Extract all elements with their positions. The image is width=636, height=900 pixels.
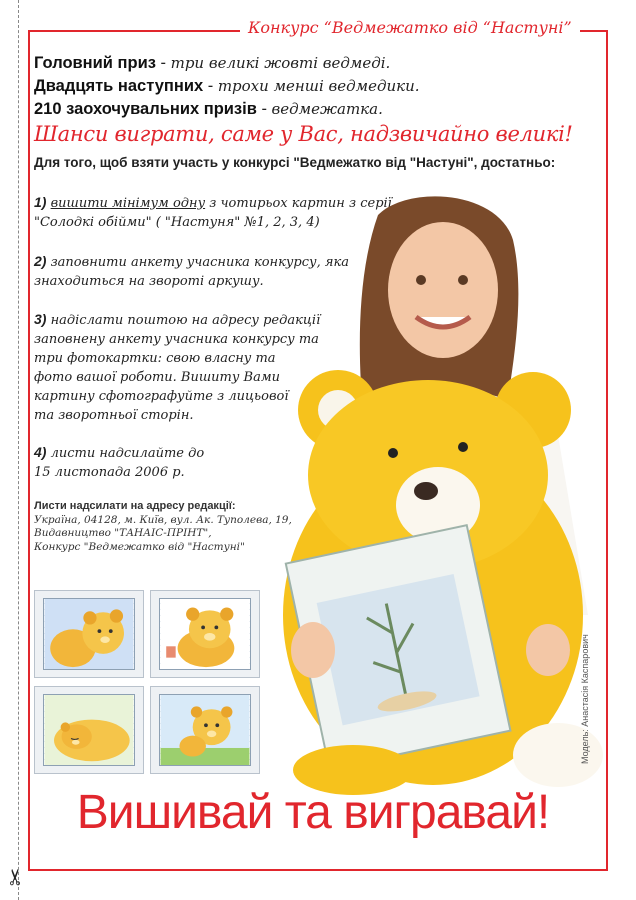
model-credit: Модель: Анастасія Каспарович: [580, 634, 590, 764]
address-line: Україна, 04128, м. Київ, вул. Ак. Туполева, 19,: [34, 513, 292, 526]
prize-third: [34, 98, 594, 121]
bear-pattern-image: [160, 599, 250, 669]
pattern-thumbnail-2: [150, 590, 260, 678]
step-number: 4): [34, 444, 47, 460]
intro-text: Для того, щоб взяти участь у конкурсі "Ведмежатко від "Настуні", достатньо:: [34, 155, 556, 170]
step-text: знаходиться на звороті аркушу.: [34, 274, 264, 289]
step-4: [34, 443, 204, 482]
step-text: "Солодкі обійми" ( "Настуня" №1, 2, 3, 4): [34, 215, 320, 230]
prize-label: Головний приз: [34, 54, 156, 72]
mailing-address: [34, 500, 294, 554]
prize-label: Двадцять наступних: [34, 77, 204, 95]
bear-pattern-image: [44, 599, 134, 669]
prize-desc: ведмежатка.: [271, 100, 383, 118]
prize-desc: три великі жовті ведмеді.: [170, 54, 391, 72]
step-text: фото вашої роботи. Вишиту Вами: [34, 370, 280, 385]
contest-title: Конкурс “Ведмежатко від “Настуні”: [240, 18, 580, 37]
cut-line: [18, 0, 19, 900]
pattern-thumbnail-1: [34, 590, 144, 678]
prize-main: [34, 52, 594, 75]
headline: Вишивай та вигравай!: [76, 786, 550, 839]
separator: -: [256, 100, 272, 118]
step-text: та зворотньої сторін.: [34, 408, 194, 423]
step-number: 2): [34, 253, 47, 269]
step-number: 1): [34, 194, 47, 210]
step-underlined: вишити мінімум одну: [50, 196, 206, 211]
separator: -: [203, 77, 218, 95]
step-text: листи надсилайте до: [46, 446, 205, 461]
address-line: Конкурс "Ведмежатко від "Настуні": [34, 540, 245, 553]
step-number: 3): [34, 311, 47, 327]
girl-with-teddy-bear-photo: [258, 195, 608, 795]
scissors-icon: ✂: [4, 867, 30, 887]
step-text: три фотокартки: свою власну та: [34, 351, 276, 366]
prize-list: [34, 52, 594, 121]
prize-label: 210 заохочувальних призів: [34, 100, 257, 118]
pattern-thumbnail-4: [150, 686, 260, 774]
step-text: заповнити анкету учасника конкурсу, яка: [46, 255, 349, 270]
separator: -: [155, 54, 171, 72]
bear-pattern-image: [44, 695, 134, 765]
step-text: заповнену анкету учасника конкурсу та: [34, 332, 319, 347]
prize-desc: трохи менші ведмедики.: [217, 77, 420, 95]
address-heading: Листи надсилати на адресу редакції:: [34, 500, 236, 512]
step-text: 15 листопада 2006 р.: [34, 465, 185, 480]
pattern-thumbnail-3: [34, 686, 144, 774]
slogan: Шанси виграти, саме у Вас, надзвичайно великі!: [34, 122, 573, 146]
bear-pattern-image: [160, 695, 250, 765]
step-text: надіслати поштою на адресу редакції: [46, 313, 321, 328]
address-line: Видавництво "ТАНАІС-ПРІНТ",: [34, 527, 212, 539]
prize-second: [34, 75, 594, 98]
step-text: картину сфотографуйте з лицьової: [34, 389, 289, 404]
step-text: з чотирьох картин з серії: [205, 196, 392, 211]
